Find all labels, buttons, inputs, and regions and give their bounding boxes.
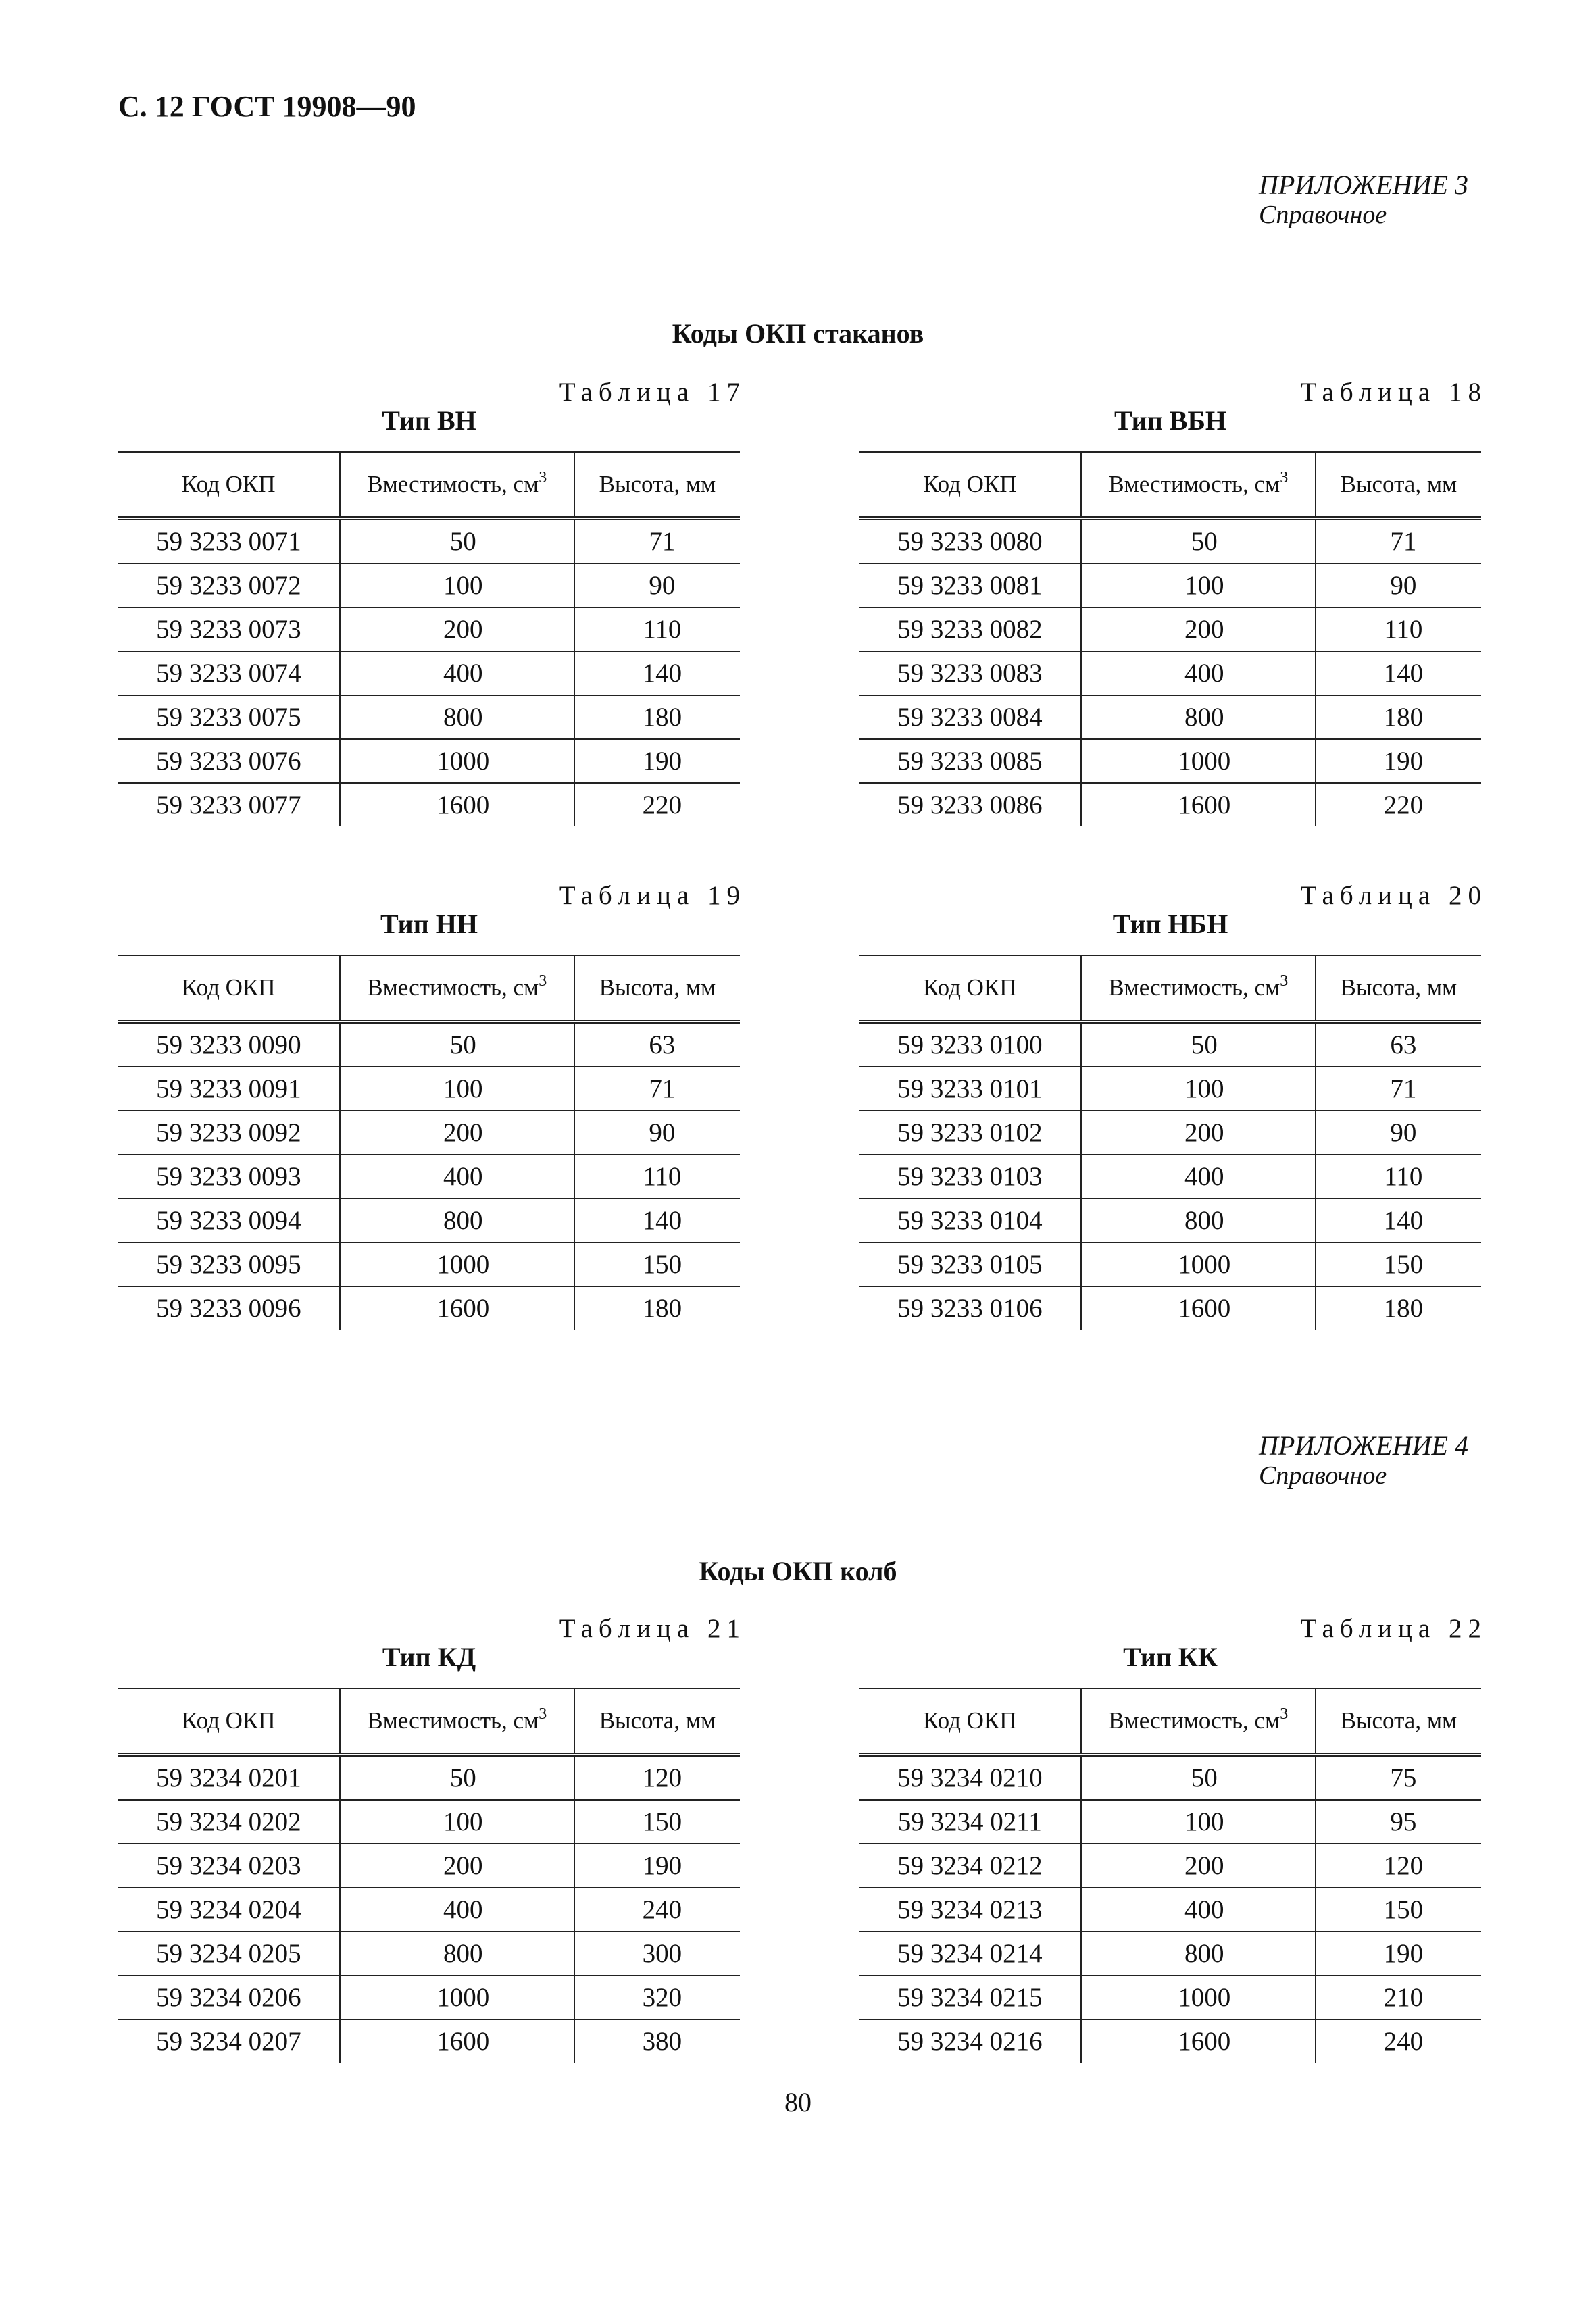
table-type: Тип ВН: [382, 405, 476, 436]
cell-height: 71: [574, 1067, 740, 1111]
cell-code: 59 3233 0105: [859, 1242, 1081, 1286]
cell-capacity: 800: [340, 1199, 574, 1242]
cell-code: 59 3233 0075: [118, 695, 340, 739]
cell-code: 59 3234 0213: [859, 1888, 1081, 1932]
table-row: [859, 518, 1481, 563]
cell-height: 110: [574, 607, 740, 651]
cell-capacity: 200: [1081, 607, 1316, 651]
cell-height: 240: [574, 1888, 740, 1932]
table-row: [118, 1800, 740, 1844]
table-row: [859, 739, 1481, 783]
column-header-label: Высота, мм: [599, 471, 716, 497]
cell-code: 59 3233 0101: [859, 1067, 1081, 1111]
cell-code: 59 3233 0092: [118, 1111, 340, 1155]
cell-capacity: 200: [1081, 1844, 1316, 1888]
table-block: [118, 1613, 746, 2063]
table-row: [859, 1800, 1481, 1844]
cell-code: 59 3233 0100: [859, 1022, 1081, 1067]
cell-code: 59 3233 0074: [118, 651, 340, 695]
cell-code: 59 3233 0072: [118, 563, 340, 607]
cell-capacity: 200: [1081, 1111, 1316, 1155]
cell-height: 90: [1316, 1111, 1481, 1155]
table-row: [859, 563, 1481, 607]
table-row: [859, 1242, 1481, 1286]
table-number: Таблица 20: [1300, 881, 1487, 910]
column-header-label: Высота, мм: [599, 1707, 716, 1734]
table-row: [118, 563, 740, 607]
column-header-height: [1316, 1688, 1481, 1755]
column-header-capacity: [340, 955, 574, 1022]
column-header-height: [1316, 955, 1481, 1022]
column-header-label: Код ОКП: [923, 471, 1017, 497]
cell-code: 59 3233 0080: [859, 518, 1081, 563]
cell-code: 59 3233 0090: [118, 1022, 340, 1067]
table-number: Таблица 17: [559, 378, 746, 407]
table-header-row: [859, 1688, 1481, 1755]
cell-capacity: 100: [1081, 563, 1316, 607]
cell-height: 150: [1316, 1242, 1481, 1286]
cell-height: 180: [574, 695, 740, 739]
cell-capacity: 200: [340, 607, 574, 651]
cell-height: 140: [574, 1199, 740, 1242]
table-block: [859, 880, 1487, 1330]
column-header-label: Код ОКП: [182, 471, 276, 497]
cell-height: 140: [1316, 1199, 1481, 1242]
cell-code: 59 3233 0077: [156, 790, 301, 820]
cell-height: 95: [1316, 1800, 1481, 1844]
cell-capacity: 1000: [340, 1242, 574, 1286]
table-row: [859, 1022, 1481, 1067]
cell-capacity: 100: [340, 1067, 574, 1111]
cell-capacity: 50: [1081, 1022, 1316, 1067]
cell-capacity: 800: [340, 695, 574, 739]
unit-superscript: 3: [1280, 972, 1289, 990]
table-header-row: [859, 452, 1481, 518]
table-header-row: [859, 955, 1481, 1022]
unit-superscript: 3: [1280, 469, 1289, 486]
cell-height: 140: [1316, 651, 1481, 695]
page-number: 80: [784, 2087, 812, 2117]
table-row: [859, 1111, 1481, 1155]
cell-capacity: 800: [1081, 1932, 1316, 1976]
cell-capacity: 100: [340, 563, 574, 607]
cell-capacity: 800: [1081, 695, 1316, 739]
cell-height: 190: [1316, 1932, 1481, 1976]
cell-code: 59 3233 0094: [118, 1199, 340, 1242]
table-row: [859, 1844, 1481, 1888]
table-row: [859, 1067, 1481, 1111]
cell-height: 63: [1316, 1022, 1481, 1067]
table-row: [859, 1155, 1481, 1199]
cell-capacity: 1600: [340, 1286, 574, 1330]
cell-code: 59 3234 0210: [859, 1755, 1081, 1800]
cell-capacity: 400: [340, 1888, 574, 1932]
cell-height: 110: [1316, 1155, 1481, 1199]
table-number: Таблица 19: [559, 881, 746, 910]
cell-code: 59 3233 0082: [859, 607, 1081, 651]
cell-code: 59 3233 0084: [859, 695, 1081, 739]
table-row: [859, 1755, 1481, 1800]
cell-capacity: 1000: [1081, 1242, 1316, 1286]
column-header-code: [859, 452, 1081, 518]
section-title-glasses: Коды ОКП стаканов: [672, 318, 924, 349]
table-block: [859, 377, 1487, 826]
table-row: [118, 1155, 740, 1199]
column-header-code: [859, 955, 1081, 1022]
column-header-code: [118, 1688, 340, 1755]
cell-code: 59 3234 0206: [118, 1976, 340, 2019]
cell-code: 59 3233 0071: [118, 518, 340, 563]
cell-code: 59 3233 0076: [118, 739, 340, 783]
cell-code: 59 3234 0214: [859, 1932, 1081, 1976]
cell-capacity: 1000: [340, 739, 574, 783]
cell-height: 190: [574, 1844, 740, 1888]
unit-superscript: 3: [1280, 1705, 1289, 1723]
cell-height: 220: [574, 783, 740, 826]
table-block: [118, 880, 746, 1330]
cell-capacity: 400: [1081, 651, 1316, 695]
cell-code: 59 3234 0204: [118, 1888, 340, 1932]
column-header-capacity: [1081, 955, 1316, 1022]
table-number: Таблица 18: [1300, 378, 1487, 407]
table-row: [118, 695, 740, 739]
column-header-code: [118, 955, 340, 1022]
cell-height: 90: [574, 1111, 740, 1155]
cell-code: 59 3234 0212: [859, 1844, 1081, 1888]
column-header-code: [118, 452, 340, 518]
cell-capacity: 50: [340, 1022, 574, 1067]
table-header-row: [118, 955, 740, 1022]
cell-code: 59 3234 0215: [859, 1976, 1081, 2019]
cell-height: 240: [1316, 2019, 1481, 2063]
table-row: [118, 739, 740, 783]
column-header-label: Вместимость, см: [1108, 1707, 1280, 1734]
table-type: Тип НН: [380, 909, 478, 939]
cell-code: 59 3234 0203: [118, 1844, 340, 1888]
okp-table: [118, 451, 740, 826]
cell-height: 180: [574, 1286, 740, 1330]
cell-code: 59 3234 0201: [118, 1755, 340, 1800]
section-title-flasks: Коды ОКП колб: [699, 1556, 897, 1586]
column-header-label: Код ОКП: [182, 1707, 276, 1734]
column-header-label: Вместимость, см: [367, 974, 539, 1001]
column-header-height: [574, 1688, 740, 1755]
table-header-row: [118, 452, 740, 518]
cell-code: 59 3233 0086: [897, 790, 1043, 820]
cell-capacity: 1600: [1081, 1286, 1316, 1330]
okp-table: [118, 955, 740, 1330]
cell-height: 150: [574, 1800, 740, 1844]
table-row: [118, 607, 740, 651]
cell-capacity: 400: [340, 651, 574, 695]
cell-height: 380: [574, 2019, 740, 2063]
column-header-label: Вместимость, см: [367, 471, 539, 497]
column-header-label: Высота, мм: [1340, 1707, 1457, 1734]
cell-capacity: 50: [340, 518, 574, 563]
cell-capacity: 1000: [1081, 1976, 1316, 2019]
cell-capacity: 400: [1081, 1155, 1316, 1199]
cell-height: 71: [1316, 1067, 1481, 1111]
table-block: [859, 1613, 1487, 2063]
table-row: [118, 1976, 740, 2019]
cell-height: 120: [1316, 1844, 1481, 1888]
cell-height: 300: [574, 1932, 740, 1976]
column-header-code: [859, 1688, 1081, 1755]
okp-table: [859, 451, 1481, 826]
okp-table: [859, 955, 1481, 1330]
cell-code: 59 3233 0102: [859, 1111, 1081, 1155]
annex-subtitle: Справочное: [1259, 201, 1387, 229]
okp-table: [859, 1688, 1481, 2063]
unit-superscript: 3: [539, 1705, 547, 1723]
cell-height: 120: [574, 1755, 740, 1800]
cell-height: 75: [1316, 1755, 1481, 1800]
table-row: [859, 2019, 1481, 2063]
column-header-capacity: [340, 1688, 574, 1755]
page-header: С. 12 ГОСТ 19908—90: [118, 90, 416, 123]
column-header-label: Высота, мм: [599, 974, 716, 1001]
okp-table: [118, 1688, 740, 2063]
cell-code: 59 3233 0106: [897, 1294, 1043, 1323]
annex-4-label: [1259, 1431, 1482, 1490]
cell-capacity: 800: [340, 1932, 574, 1976]
cell-code: 59 3234 0211: [859, 1800, 1081, 1844]
table-type: Тип КК: [1123, 1642, 1218, 1672]
table-row: [859, 1888, 1481, 1932]
cell-code: 59 3233 0103: [859, 1155, 1081, 1199]
table-row: [118, 1199, 740, 1242]
table-row: [118, 1932, 740, 1976]
table-row: [118, 518, 740, 563]
table-block: [118, 377, 746, 826]
cell-capacity: 1000: [340, 1976, 574, 2019]
cell-code: 59 3234 0205: [118, 1932, 340, 1976]
column-header-label: Высота, мм: [1340, 974, 1457, 1001]
column-header-label: Код ОКП: [923, 974, 1017, 1001]
cell-capacity: 50: [1081, 1755, 1316, 1800]
table-row: [859, 607, 1481, 651]
cell-height: 71: [574, 518, 740, 563]
cell-code: 59 3233 0085: [859, 739, 1081, 783]
cell-capacity: 1000: [1081, 739, 1316, 783]
cell-capacity: 100: [1081, 1067, 1316, 1111]
cell-height: 150: [574, 1242, 740, 1286]
table-row: [859, 1932, 1481, 1976]
table-type: Тип КД: [382, 1642, 476, 1672]
column-header-height: [574, 955, 740, 1022]
cell-height: 90: [574, 563, 740, 607]
cell-height: 180: [1316, 695, 1481, 739]
cell-height: 110: [1316, 607, 1481, 651]
cell-capacity: 50: [1081, 518, 1316, 563]
cell-height: 90: [1316, 563, 1481, 607]
cell-height: 150: [1316, 1888, 1481, 1932]
cell-code: 59 3233 0095: [118, 1242, 340, 1286]
unit-superscript: 3: [539, 972, 547, 990]
cell-code: 59 3234 0207: [156, 2027, 301, 2056]
table-type: Тип НБН: [1112, 909, 1228, 939]
cell-code: 59 3233 0104: [859, 1199, 1081, 1242]
cell-capacity: 100: [1081, 1800, 1316, 1844]
column-header-capacity: [1081, 1688, 1316, 1755]
cell-code: 59 3233 0096: [156, 1294, 301, 1323]
table-row: [118, 1844, 740, 1888]
cell-code: 59 3233 0091: [118, 1067, 340, 1111]
column-header-label: Вместимость, см: [1108, 974, 1280, 1001]
cell-height: 210: [1316, 1976, 1481, 2019]
cell-code: 59 3233 0081: [859, 563, 1081, 607]
cell-capacity: 100: [340, 1800, 574, 1844]
table-row: [118, 783, 740, 826]
cell-height: 180: [1316, 1286, 1481, 1330]
table-row: [118, 1888, 740, 1932]
column-header-label: Высота, мм: [1340, 471, 1457, 497]
cell-code: 59 3233 0093: [118, 1155, 340, 1199]
cell-capacity: 50: [340, 1755, 574, 1800]
cell-code: 59 3234 0216: [897, 2027, 1043, 2056]
annex-3-label: [1259, 170, 1482, 230]
cell-capacity: 1600: [1081, 783, 1316, 826]
cell-height: 63: [574, 1022, 740, 1067]
column-header-capacity: [340, 452, 574, 518]
cell-capacity: 800: [1081, 1199, 1316, 1242]
cell-height: 140: [574, 651, 740, 695]
table-row: [859, 1286, 1481, 1330]
table-row: [118, 1022, 740, 1067]
cell-capacity: 200: [340, 1111, 574, 1155]
cell-capacity: 400: [340, 1155, 574, 1199]
cell-height: 220: [1316, 783, 1481, 826]
cell-height: 190: [574, 739, 740, 783]
cell-capacity: 1600: [340, 2019, 574, 2063]
column-header-label: Код ОКП: [182, 974, 276, 1001]
column-header-height: [1316, 452, 1481, 518]
table-row: [118, 1242, 740, 1286]
cell-capacity: 400: [1081, 1888, 1316, 1932]
cell-height: 190: [1316, 739, 1481, 783]
table-row: [859, 1199, 1481, 1242]
table-type: Тип ВБН: [1114, 405, 1226, 436]
table-number: Таблица 22: [1300, 1614, 1487, 1643]
column-header-label: Вместимость, см: [367, 1707, 539, 1734]
table-row: [118, 2019, 740, 2063]
table-row: [859, 651, 1481, 695]
cell-height: 71: [1316, 518, 1481, 563]
cell-code: 59 3234 0202: [118, 1800, 340, 1844]
table-row: [118, 1111, 740, 1155]
table-row: [118, 1286, 740, 1330]
table-row: [859, 695, 1481, 739]
annex-subtitle: Справочное: [1259, 1461, 1387, 1490]
column-header-height: [574, 452, 740, 518]
cell-code: 59 3233 0073: [118, 607, 340, 651]
column-header-capacity: [1081, 452, 1316, 518]
cell-capacity: 200: [340, 1844, 574, 1888]
cell-capacity: 1600: [340, 783, 574, 826]
cell-code: 59 3233 0083: [859, 651, 1081, 695]
table-number: Таблица 21: [559, 1614, 746, 1643]
cell-capacity: 1600: [1081, 2019, 1316, 2063]
table-row: [118, 1067, 740, 1111]
table-row: [859, 1976, 1481, 2019]
annex-title: ПРИЛОЖЕНИЕ 4: [1259, 1430, 1468, 1461]
table-row: [118, 1755, 740, 1800]
cell-height: 110: [574, 1155, 740, 1199]
unit-superscript: 3: [539, 469, 547, 486]
annex-title: ПРИЛОЖЕНИЕ 3: [1259, 170, 1468, 200]
column-header-label: Вместимость, см: [1108, 471, 1280, 497]
table-row: [118, 651, 740, 695]
cell-height: 320: [574, 1976, 740, 2019]
column-header-label: Код ОКП: [923, 1707, 1017, 1734]
table-header-row: [118, 1688, 740, 1755]
table-row: [859, 783, 1481, 826]
